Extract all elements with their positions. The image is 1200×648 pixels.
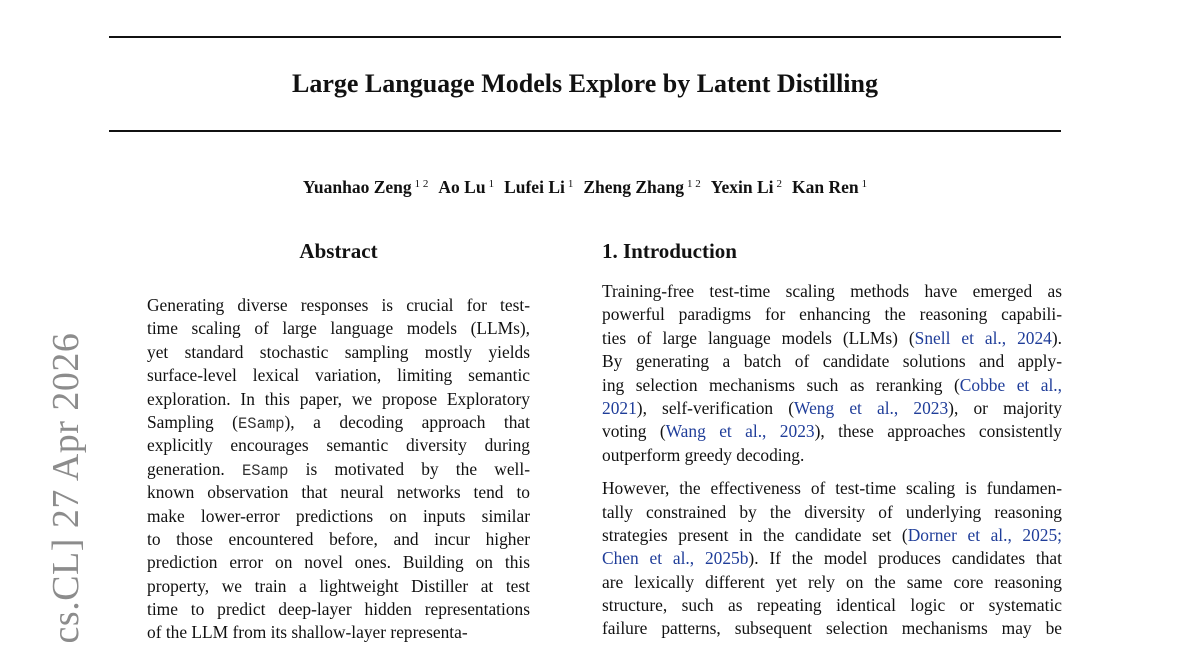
text-line [602, 547, 1062, 570]
text-segment: Training-free test-time scaling methods have emerged as [602, 281, 1062, 301]
text-line [602, 501, 1062, 524]
text-line [147, 364, 530, 387]
text-line [602, 327, 1062, 350]
introduction-body [602, 280, 1062, 641]
author [711, 177, 782, 197]
text-line [147, 528, 530, 551]
text-segment: However, the effectiveness of test-time scaling is fundamen- [602, 478, 1062, 499]
text-segment: known observation that neural networks tend to [147, 482, 530, 503]
text-segment: ). If the model produces candidates that [748, 548, 1062, 569]
text-segment: time scaling of large language models (LLMs), [147, 318, 530, 339]
introduction-paragraph [602, 280, 1062, 467]
text-line [147, 317, 530, 340]
author-name: Ao Lu [438, 177, 486, 197]
text-segment: to those encountered before, and incur higher [147, 528, 530, 549]
text-line [602, 617, 1062, 640]
text-line [147, 505, 530, 528]
text-line [147, 598, 530, 621]
author [303, 177, 429, 197]
method-name: ESamp [237, 414, 285, 433]
text-line [147, 621, 530, 644]
text-segment: outperform greedy decoding. [602, 444, 805, 465]
text-segment: yet standard stochastic sampling mostly yields [147, 341, 530, 362]
title-top-rule [109, 36, 1061, 38]
text-segment: tally constrained by the diversity of underlying reasoning [602, 501, 1062, 522]
text-segment: ). [1051, 327, 1062, 348]
text-line [602, 374, 1062, 397]
text-segment: Generating diverse responses is crucial for test- [147, 295, 530, 315]
author-name: Yexin Li [710, 177, 774, 197]
text-segment: ties of large language models (LLMs) ( [602, 327, 915, 348]
text-segment: is motivated by the well- [288, 458, 530, 479]
text-segment: make lower-error predictions on inputs similar [147, 505, 530, 526]
text-line [602, 524, 1062, 547]
arxiv-stamp: cs.CL] 27 Apr 2026 [45, 332, 87, 644]
text-line [147, 575, 530, 598]
text-line [602, 280, 1062, 303]
author-affiliation: 1 [567, 178, 574, 190]
text-line [147, 411, 530, 434]
author-affiliation: 1 [861, 178, 868, 190]
citation-link[interactable]: Cobbe et al., [959, 374, 1062, 395]
author-affiliation: 1 [488, 178, 495, 190]
abstract-heading: Abstract [299, 239, 378, 263]
text-line [602, 350, 1062, 373]
text-segment: time to predict deep-layer hidden representations [147, 599, 530, 620]
text-segment: are lexically different yet rely on the same core reasoning [602, 571, 1062, 592]
text-segment: By generating a batch of candidate solutions and apply- [602, 351, 1062, 372]
introduction-heading: 1. Introduction [602, 239, 737, 263]
text-line [147, 551, 530, 574]
author [504, 177, 573, 197]
text-line [147, 434, 530, 457]
author [438, 177, 494, 197]
abstract-body [147, 294, 530, 645]
text-line [147, 388, 530, 411]
text-line [602, 477, 1062, 500]
text-segment: strategies present in the candidate set ( [602, 524, 908, 545]
author-name: Yuanhao Zeng [302, 177, 412, 197]
text-segment: surface-level lexical variation, limiting semantic [147, 365, 530, 386]
text-segment: ), or majority [948, 397, 1062, 418]
citation-link[interactable]: Snell et al., 2024 [914, 327, 1052, 348]
author-name: Kan Ren [792, 177, 859, 197]
text-line [602, 397, 1062, 420]
citation-link[interactable]: Wang et al., 2023 [665, 421, 815, 442]
text-line [147, 458, 530, 481]
text-segment: voting ( [602, 421, 666, 442]
text-line [602, 420, 1062, 443]
text-line [602, 594, 1062, 617]
citation-link[interactable]: Chen et al., 2025b [602, 548, 749, 569]
text-segment: ing selection mechanisms such as reranking ( [602, 374, 960, 395]
author-affiliation: 1 2 [414, 178, 429, 190]
text-line [147, 341, 530, 364]
author-affiliation: 1 2 [687, 178, 701, 190]
text-segment: powerful paradigms for enhancing the reasoning capabili- [602, 304, 1062, 325]
text-segment: structure, such as repeating identical logic or systematic [602, 595, 1062, 616]
text-segment: failure patterns, subsequent selection mechanisms may be [602, 618, 1062, 639]
author-name: Lufei Li [504, 177, 565, 197]
paper-title: Large Language Models Explore by Latent Distilling [292, 69, 878, 98]
introduction-paragraph [602, 477, 1062, 641]
text-segment: ), self-verification ( [636, 397, 795, 418]
text-segment: generation. [147, 458, 242, 479]
author-list [0, 172, 1170, 199]
text-segment: property, we train a lightweight Distiller at test [147, 575, 530, 596]
author [583, 177, 700, 197]
text-line [147, 294, 530, 317]
title-bottom-rule [109, 130, 1061, 132]
text-segment: of the LLM from its shallow-layer representa- [147, 622, 468, 643]
method-name: ESamp [241, 461, 289, 480]
abstract-column [147, 236, 530, 645]
text-segment: explicitly encourages semantic diversity during [147, 435, 530, 456]
text-segment: Sampling ( [147, 411, 238, 432]
citation-link[interactable]: Weng et al., 2023 [794, 397, 949, 418]
text-line [147, 481, 530, 504]
text-line [602, 444, 1062, 467]
citation-link[interactable]: 2021 [602, 397, 637, 418]
text-segment: ), these approaches consistently [814, 421, 1062, 442]
text-segment: exploration. In this paper, we propose Exploratory [147, 388, 530, 409]
author-affiliation: 2 [776, 178, 783, 190]
text-segment: prediction error on novel ones. Building on this [147, 552, 530, 573]
author-name: Zheng Zhang [583, 177, 685, 197]
text-line [602, 571, 1062, 594]
text-segment: ), a decoding approach that [284, 411, 530, 432]
text-line [602, 303, 1062, 326]
author [792, 177, 867, 197]
introduction-column [602, 236, 1062, 641]
paragraph-gap [602, 467, 1062, 477]
citation-link[interactable]: Dorner et al., 2025; [907, 524, 1062, 545]
